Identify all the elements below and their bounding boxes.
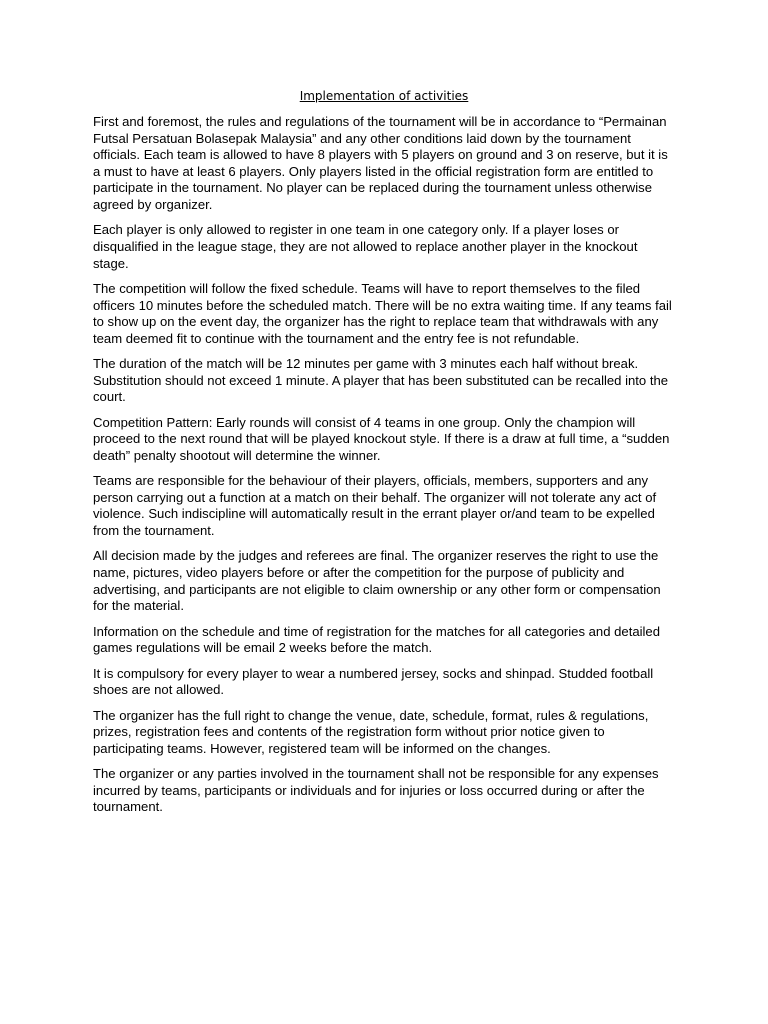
document-body: [93, 114, 675, 825]
paragraph-schedule: The competition will follow the fixed schedule. Teams will have to report themselves to the filed officers 10 minutes before the scheduled match. There will be no extra waiting time. If any teams fail to show up on the event day, the organizer has the right to replace team that withdrawals with any team deemed fit to continue with the tournament and the entry fee is not refundable.: [93, 280, 672, 346]
paragraph-attire: It is compulsory for every player to wear a numbered jersey, socks and shinpad. Studded football shoes are not allowed.: [93, 665, 654, 698]
paragraph-liability: The organizer or any parties involved in the tournament shall not be responsible for any expenses incurred by teams, participants or individuals and for injuries or loss occurred during or after the tournament.: [93, 766, 659, 815]
paragraph-rules-intro: First and foremost, the rules and regulations of the tournament will be in accordance to “Permainan Futsal Persatuan Bolasepak Malaysia” and any other conditions laid down by the tournament officials. Each team is allowed to have 8 players with 5 players on ground and 3 on reserve, but it is a must to have at least 6 players. Only players listed in the official registration form are entitled to participate in the tournament. No player can be replaced during the tournament unless otherwise agreed by organizer.: [93, 114, 668, 212]
paragraph-information: Information on the schedule and time of registration for the matches for all categories and detailed games regulations will be email 2 weeks before the match.: [93, 623, 660, 656]
paragraph-decisions: All decision made by the judges and referees are final. The organizer reserves the right to use the name, pictures, video players before or after the competition for the purpose of publicity and advertising, and participants are not eligible to claim ownership or any other form or compensation for the material.: [93, 548, 661, 614]
paragraph-behaviour: Teams are responsible for the behaviour of their players, officials, members, supporters and any person carrying out a function at a match on their behalf. The organizer will not tolerate any act of violence. Such indiscipline will automatically result in the errant player or/and team to be expelled from the tournament.: [93, 473, 657, 539]
paragraph-match-duration: The duration of the match will be 12 minutes per game with 3 minutes each half without break. Substitution should not exceed 1 minute. A player that has been substituted can be recalled into the court.: [93, 356, 669, 405]
document-title: Implementation of activities: [299, 89, 469, 103]
paragraph-registration: Each player is only allowed to register in one team in one category only. If a player loses or disqualified in the league stage, they are not allowed to replace another player in the knockout stage.: [93, 222, 638, 271]
paragraph-changes: The organizer has the full right to change the venue, date, schedule, format, rules & regulations, prizes, registration fees and contents of the registration form without prior notice given to participating teams. However, registered team will be informed on the changes.: [93, 707, 649, 756]
paragraph-competition-pattern: Competition Pattern: Early rounds will consist of 4 teams in one group. Only the champion will proceed to the next round that will be played knockout style. If there is a draw at full time, a “sudden death” penalty shootout will determine the winner.: [93, 414, 670, 463]
